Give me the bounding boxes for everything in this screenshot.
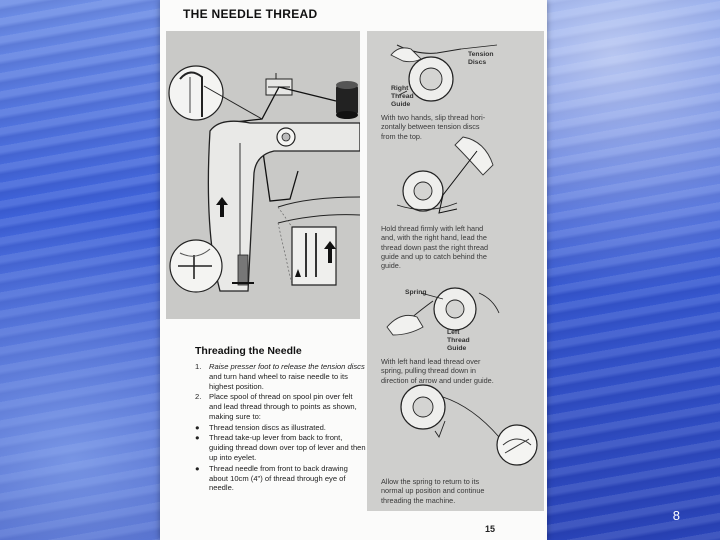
caption-line: direction of arrow and under guide. [381, 375, 494, 385]
step-body: Thread needle from front to back drawing about 10cm (4") of thread through eye of needle. [209, 463, 348, 493]
label-line: Thread [391, 92, 414, 100]
bullet-marker: ● [195, 433, 200, 443]
caption-line: guide and up to catch behind the [381, 251, 487, 261]
label-line: Left [447, 329, 460, 336]
page-title: THE NEEDLE THREAD [183, 7, 318, 21]
step-body: Thread tension discs as illustrated. [209, 422, 326, 432]
caption-step-4 [381, 477, 533, 505]
step-item [195, 392, 367, 421]
caption-step-2 [381, 224, 533, 271]
step-text [209, 362, 367, 391]
caption-line: With left hand lead thread over [381, 357, 481, 366]
caption-line: and, with the right hand, lead the [381, 233, 487, 243]
label-tension-discs [468, 51, 494, 67]
caption-line: from the top. [381, 131, 422, 141]
caption-line: Hold thread firmly with left hand [381, 224, 484, 233]
label-line: Guide [447, 344, 467, 352]
caption-line: With two hands, slip thread hori- [381, 113, 486, 122]
threading-steps-list [195, 362, 367, 494]
label-line: Right [391, 85, 409, 92]
caption-line: spring, pulling thread down in [381, 366, 476, 376]
caption-line: Allow the spring to return to its [381, 477, 480, 486]
bullet-marker: ● [195, 422, 200, 432]
bullet-marker: ● [195, 463, 200, 473]
manual-page [160, 0, 547, 540]
label-line: Guide [391, 100, 411, 108]
step-item [195, 423, 367, 433]
step-body: Thread take-up lever from back to front, guiding thread down over top of lever and then up into eyelet. [209, 433, 366, 463]
step-item [195, 433, 367, 462]
caption-step-1 [381, 113, 533, 141]
label-line: Tension [468, 51, 494, 58]
step-marker: 1. [195, 362, 202, 371]
step-body: and turn hand wheel to raise needle to its highest position. [209, 371, 348, 391]
caption-line: guide. [381, 261, 401, 271]
caption-line: zontally between tension discs [381, 122, 480, 132]
step-marker: 2. [195, 392, 202, 402]
step-item [195, 464, 367, 493]
machine-threading-illustration [166, 31, 360, 319]
step-body: Place spool of thread on spool pin over felt and lead thread through to points as shown, making sure to: [209, 392, 357, 421]
step-item [195, 362, 367, 391]
label-line: Thread [447, 336, 470, 344]
tension-threading-steps [367, 31, 544, 511]
caption-step-3 [381, 357, 533, 385]
label-spring: Spring [405, 289, 427, 296]
caption-line: thread down past the right thread [381, 242, 489, 252]
caption-line: normal up position and continue [381, 486, 485, 496]
slide-number: 8 [672, 508, 680, 523]
label-right-thread-guide [391, 85, 414, 108]
caption-line: threading the machine. [381, 495, 456, 505]
label-line: Discs [468, 58, 487, 66]
step-emphasis: Raise presser foot to release the tension discs [209, 362, 365, 371]
section-title: Threading the Needle [195, 345, 302, 357]
page-number: 15 [485, 524, 496, 534]
label-left-thread-guide [447, 329, 470, 352]
